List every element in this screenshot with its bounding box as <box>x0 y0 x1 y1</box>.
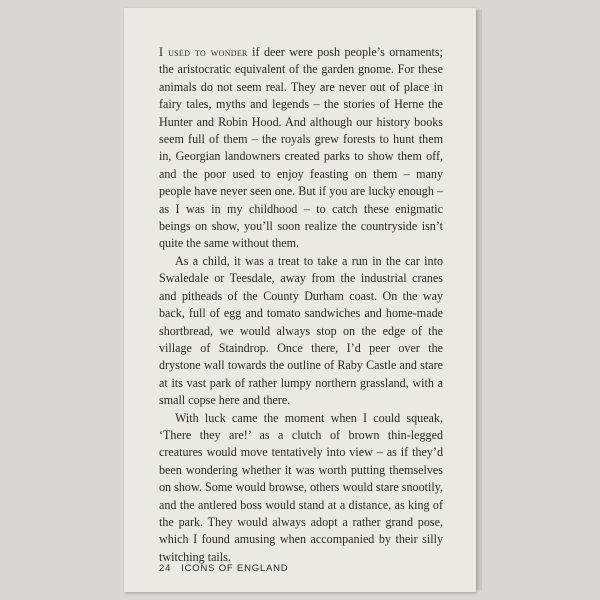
page-footer <box>159 563 288 574</box>
page-edge <box>476 10 482 590</box>
running-title: ICONS OF ENGLAND <box>181 563 289 574</box>
book-page <box>124 8 476 592</box>
paragraph-1 <box>159 44 443 253</box>
paragraph-2: As a child, it was a treat to take a run in the car into Swaledale or Teesdale, away from the industrial cranes and pitheads of the County Durham coast. On the way back, full of egg and tomato sandwiches and home-made shortbread, we would always stop on the edge of the village of Staindrop. Once there, I’d peer over the drystone wall towards the outline of Raby Castle and stare at its vast park of rather lumpy northern grassland, with a small copse here and there. <box>159 253 443 408</box>
page-number: 24 <box>159 563 172 574</box>
paragraph-lead-in: I used to wonder <box>159 45 248 59</box>
paragraph-1-text: if deer were posh people’s ornaments; the aristocratic equivalent of the garden gnome. For these animals do not seem real. They are never out of place in fairy tales, myths and legends – the stories of Herne the Hunter and Robin Hood. And although our history books seem full of them – the royals grew forests to hunt them in, Georgian landowners created parks to show them off, and the poor used to enjoy feasting on them – many people have never seen one. But if you are lucky enough – as I was in my childhood – to catch these enigmatic beings on show, you’ll soon realize the countryside isn’t quite the same without them. <box>159 45 443 251</box>
paragraph-3: With luck came the moment when I could squeak, ‘There they are!’ as a clutch of brown thin-legged creatures would move tentatively into view – as if they’d been wondering whether it was worth putting themselves on show. Some would browse, others would stare snootily, and the antlered boss would stand at a distance, as king of the park. They would always adopt a rather grand pose, which I found amusing when accompanied by their silly twitching tails. <box>159 410 443 564</box>
body-text <box>159 44 443 566</box>
